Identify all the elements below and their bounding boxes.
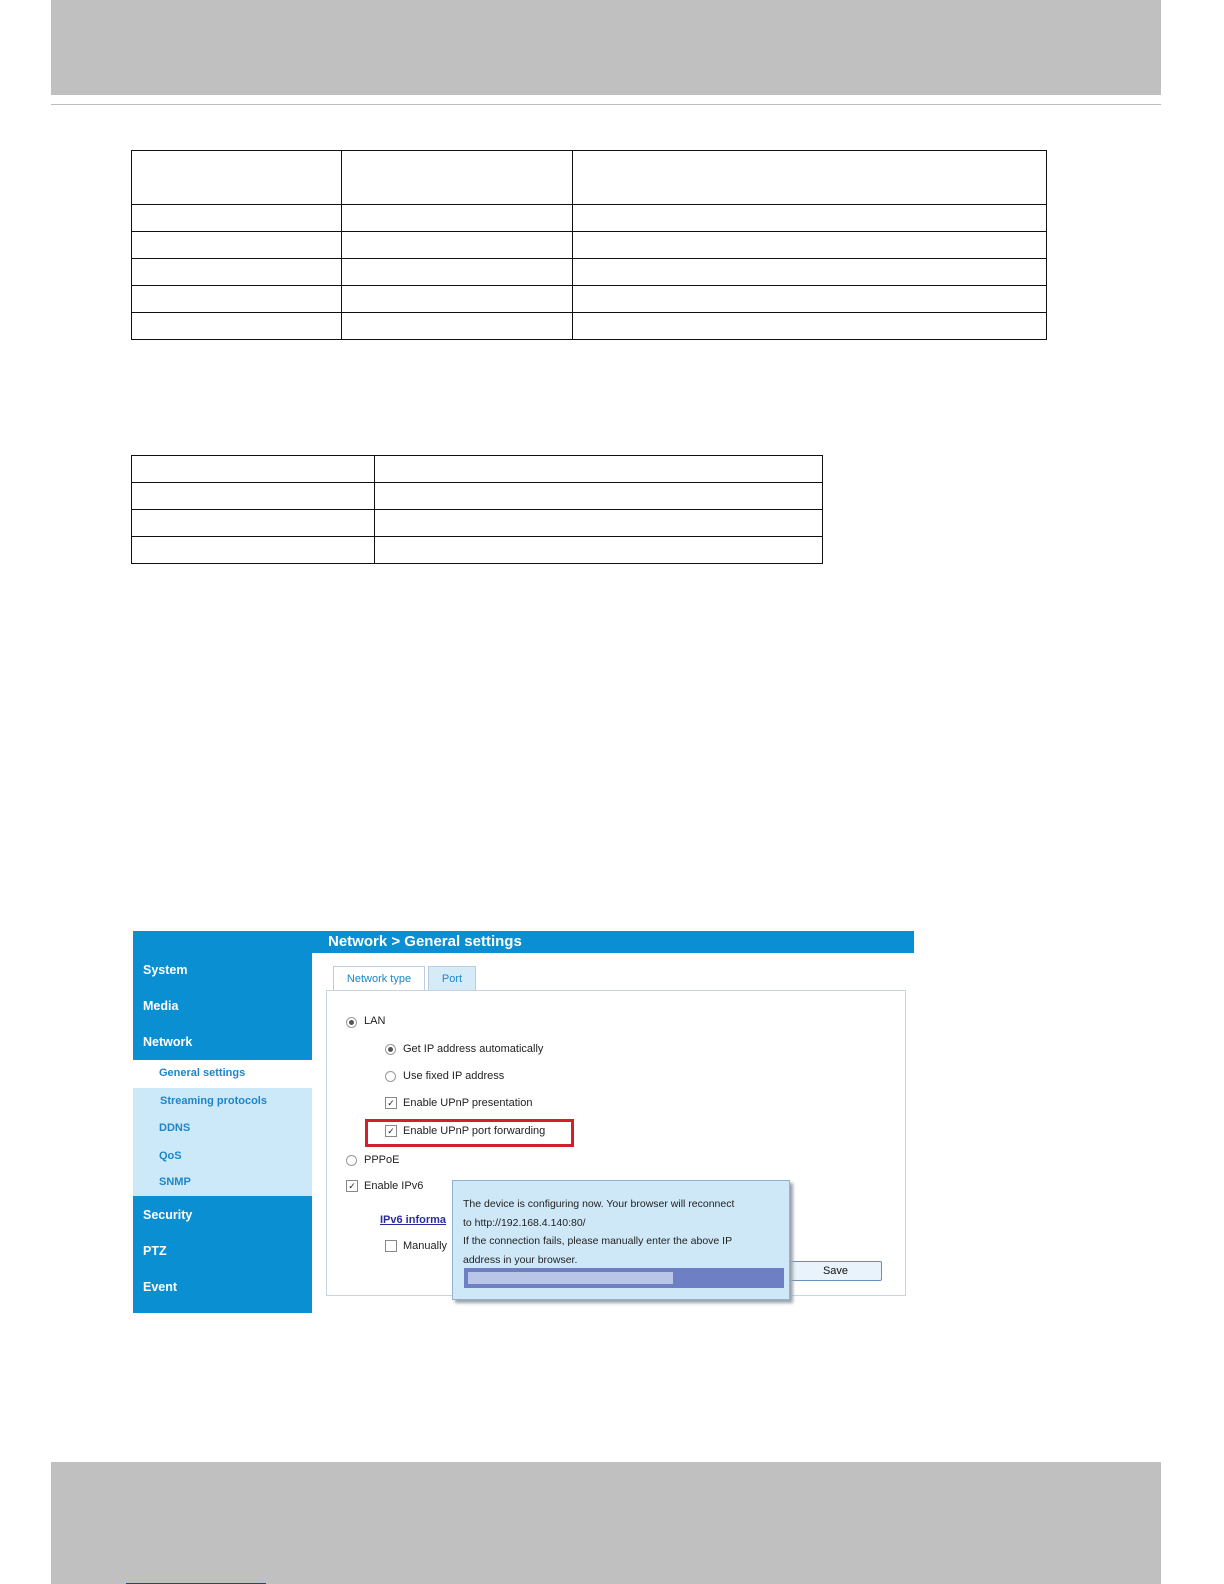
use-fixed-ip-label: Use fixed IP address <box>403 1070 505 1082</box>
table-cell <box>342 205 573 232</box>
page-titlebar <box>312 931 914 953</box>
manually-label: Manually <box>403 1240 448 1252</box>
lan-label: LAN <box>364 1015 386 1027</box>
sidebar-submenu <box>133 1060 312 1196</box>
tab-network-type[interactable]: Network type <box>333 966 425 991</box>
configuring-popup <box>452 1180 790 1300</box>
sidebar-item-system[interactable]: System <box>143 963 188 977</box>
popup-line-2: to http://192.168.4.140:80/ <box>463 1216 586 1229</box>
tab-port[interactable]: Port <box>428 966 476 991</box>
get-ip-auto-label: Get IP address automatically <box>403 1043 544 1055</box>
table-row <box>132 232 1047 259</box>
sidebar-item-ptz[interactable]: PTZ <box>143 1244 167 1258</box>
popup-line-1: The device is configuring now. Your browser will reconnect <box>463 1198 735 1210</box>
table-cell <box>375 456 823 483</box>
upnp-presentation-label: Enable UPnP presentation <box>403 1097 533 1109</box>
parameter-table <box>131 150 1047 340</box>
highlight-box <box>365 1119 574 1147</box>
table-cell <box>342 232 573 259</box>
table-cell <box>132 286 342 313</box>
table-row <box>132 456 823 483</box>
table-cell <box>573 286 1047 313</box>
table-cell <box>132 232 342 259</box>
table-cell <box>375 537 823 564</box>
upnp-port-forwarding-checkbox[interactable]: ✓ <box>385 1125 397 1137</box>
upnp-presentation-checkbox[interactable]: ✓ <box>385 1097 397 1109</box>
pppoe-radio[interactable] <box>346 1155 357 1166</box>
table-row <box>132 510 823 537</box>
table-cell <box>132 259 342 286</box>
enable-ipv6-label: Enable IPv6 <box>364 1180 424 1192</box>
sidebar-item-security[interactable]: Security <box>143 1208 193 1222</box>
table-cell <box>132 537 375 564</box>
table-cell <box>342 259 573 286</box>
popup-message <box>463 1195 783 1269</box>
upnp-port-forwarding-label: Enable UPnP port forwarding <box>403 1125 546 1137</box>
table-cell <box>132 483 375 510</box>
sidebar-item-general-settings[interactable]: General settings <box>159 1067 246 1079</box>
progress-fill <box>468 1272 673 1284</box>
table-header-row <box>132 151 1047 205</box>
sidebar-item-streaming-protocols[interactable]: Streaming protocols <box>160 1095 267 1107</box>
table-row <box>132 313 1047 340</box>
table-cell <box>342 286 573 313</box>
table-cell <box>342 151 573 205</box>
table-cell <box>573 151 1047 205</box>
page-footer-band <box>51 1462 1161 1584</box>
page-header-band <box>51 0 1161 95</box>
sidebar-item-ddns[interactable]: DDNS <box>159 1122 191 1134</box>
sidebar-item-qos[interactable]: QoS <box>159 1150 182 1162</box>
web-ui-screenshot <box>133 931 914 1313</box>
parameter-table-2 <box>131 455 823 564</box>
table-cell <box>375 510 823 537</box>
sidebar-item-snmp[interactable]: SNMP <box>159 1176 191 1188</box>
table-row <box>132 286 1047 313</box>
enable-ipv6-checkbox[interactable]: ✓ <box>346 1180 358 1192</box>
table-cell <box>132 151 342 205</box>
lan-radio[interactable] <box>346 1017 357 1028</box>
table-cell <box>573 205 1047 232</box>
sidebar-item-network[interactable]: Network <box>143 1035 193 1049</box>
table-cell <box>573 259 1047 286</box>
sidebar-item-event[interactable]: Event <box>143 1280 178 1294</box>
progress-bar <box>464 1268 784 1288</box>
table-cell <box>132 456 375 483</box>
table-row <box>132 259 1047 286</box>
table-cell <box>132 313 342 340</box>
use-fixed-ip-radio[interactable] <box>385 1071 396 1082</box>
save-button[interactable]: Save <box>789 1261 882 1281</box>
table-row <box>132 537 823 564</box>
ipv6-information-link[interactable]: IPv6 informa <box>380 1214 447 1226</box>
popup-line-4: address in your browser. <box>463 1253 578 1266</box>
table-cell <box>132 510 375 537</box>
table-cell <box>132 205 342 232</box>
header-divider <box>51 104 1161 105</box>
table-row <box>132 205 1047 232</box>
sidebar-item-media[interactable]: Media <box>143 999 179 1013</box>
get-ip-auto-radio[interactable] <box>385 1044 396 1055</box>
table-cell <box>342 313 573 340</box>
popup-line-3: If the connection fails, please manually enter the above IP <box>463 1235 733 1247</box>
sidebar <box>133 931 312 1313</box>
table-row <box>132 483 823 510</box>
page-title: Network > General settings <box>328 933 522 950</box>
manually-checkbox[interactable] <box>385 1240 397 1252</box>
pppoe-label: PPPoE <box>364 1154 400 1166</box>
table-cell <box>573 232 1047 259</box>
table-cell <box>573 313 1047 340</box>
table-cell <box>375 483 823 510</box>
